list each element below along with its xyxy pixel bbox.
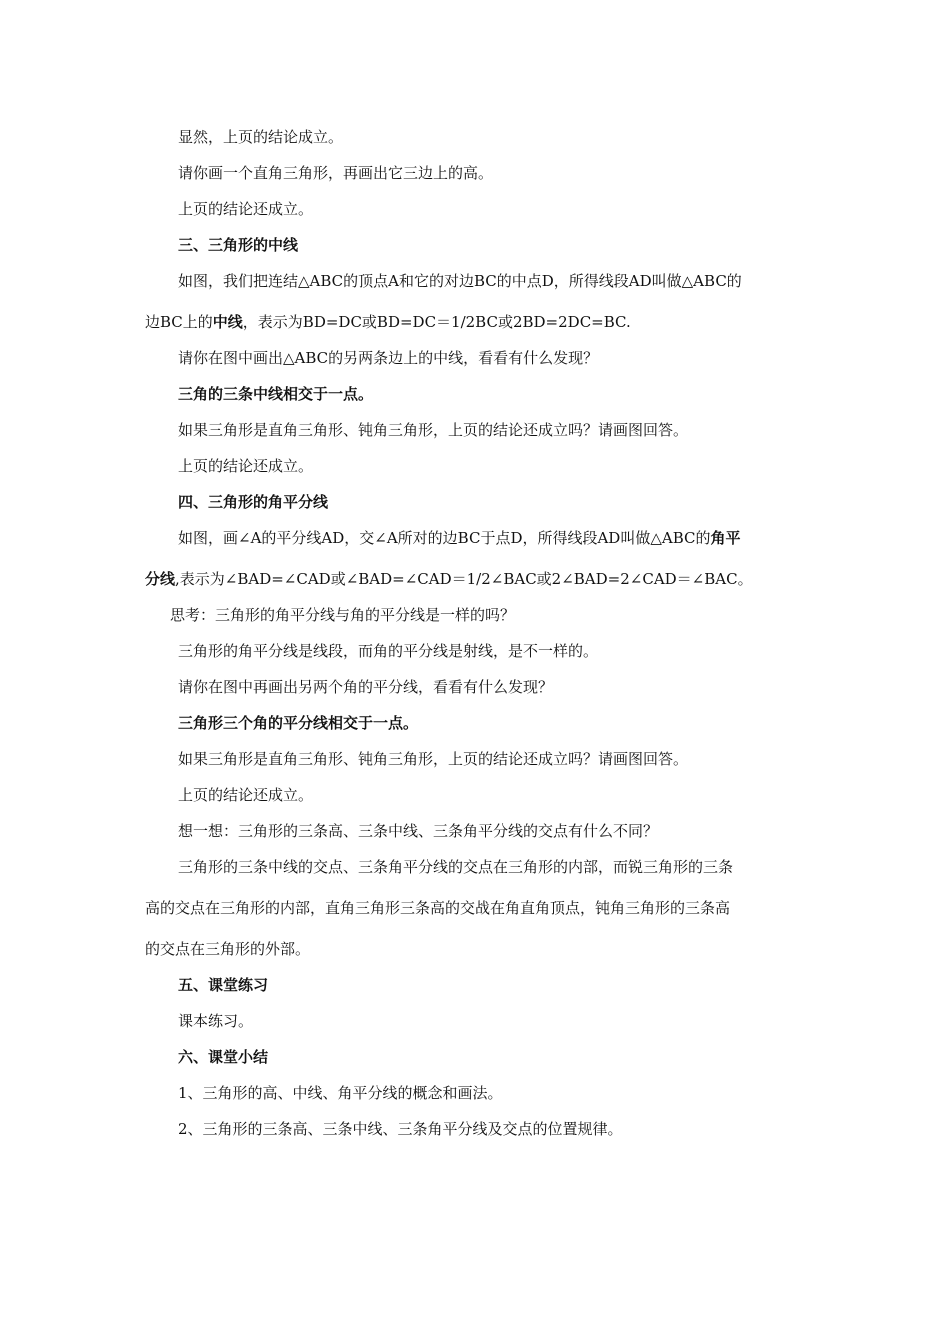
paragraph: 课本练习。	[178, 1012, 254, 1030]
list-item: 1、三角形的高、中线、角平分线的概念和画法。	[178, 1084, 503, 1102]
paragraph: 请你在图中画出△ABC的另两条边上的中线，看看有什么发现？	[178, 349, 599, 367]
text-run: 边BC上的	[145, 313, 213, 331]
bold-conclusion: 三角形三个角的平分线相交于一点。	[178, 714, 419, 732]
text-run: ,表示为∠BAD=∠CAD或∠BAD=∠CAD＝1/2∠BAC或2∠BAD=2∠CAD＝∠BAC。	[175, 570, 753, 588]
paragraph: 请你画一个直角三角形，再画出它三边上的高。	[178, 164, 494, 182]
bold-term: 分线	[145, 570, 176, 588]
section-heading: 四、三角形的角平分线	[178, 493, 329, 511]
paragraph: 上页的结论还成立。	[178, 786, 314, 804]
paragraph: 请你在图中再画出另两个角的平分线，看看有什么发现？	[178, 678, 554, 696]
paragraph	[145, 569, 753, 589]
section-heading: 六、课堂小结	[178, 1048, 269, 1066]
paragraph: 三角形的角平分线是线段，而角的平分线是射线，是不一样的。	[178, 642, 599, 660]
bold-term: 中线	[212, 313, 243, 331]
paragraph: 显然，上页的结论成立。	[178, 128, 344, 146]
text-run: 如图，画∠A的平分线AD，交∠A所对的边BC于点D，所得线段AD叫做△ABC的	[178, 529, 711, 547]
paragraph: 三角形的三条中线的交点、三条角平分线的交点在三角形的内部，而锐三角形的三条	[178, 858, 734, 876]
paragraph	[145, 312, 631, 332]
bold-conclusion: 三角的三条中线相交于一点。	[178, 385, 374, 403]
paragraph	[178, 528, 741, 548]
paragraph: 高的交点在三角形的内部，直角三角形三条高的交战在角直角顶点，钝角三角形的三条高	[145, 899, 731, 917]
paragraph: 如果三角形是直角三角形、钝角三角形，上页的结论还成立吗？请画图回答。	[178, 421, 689, 439]
paragraph: 如果三角形是直角三角形、钝角三角形，上页的结论还成立吗？请画图回答。	[178, 750, 689, 768]
paragraph: 想一想：三角形的三条高、三条中线、三条角平分线的交点有什么不同？	[178, 822, 659, 840]
paragraph: 上页的结论还成立。	[178, 200, 314, 218]
paragraph: 如图，我们把连结△ABC的顶点A和它的对边BC的中点D，所得线段AD叫做△ABC的	[178, 272, 742, 290]
section-heading: 三、三角形的中线	[178, 236, 299, 254]
bold-term: 角平	[710, 529, 741, 547]
paragraph: 的交点在三角形的外部。	[145, 940, 311, 958]
paragraph: 思考：三角形的角平分线与角的平分线是一样的吗？	[170, 606, 516, 624]
paragraph: 上页的结论还成立。	[178, 457, 314, 475]
section-heading: 五、课堂练习	[178, 976, 269, 994]
text-run: ，表示为BD=DC或BD=DC＝1/2BC或2BD=2DC=BC.	[242, 313, 631, 331]
list-item: 2、三角形的三条高、三条中线、三条角平分线及交点的位置规律。	[178, 1120, 623, 1138]
